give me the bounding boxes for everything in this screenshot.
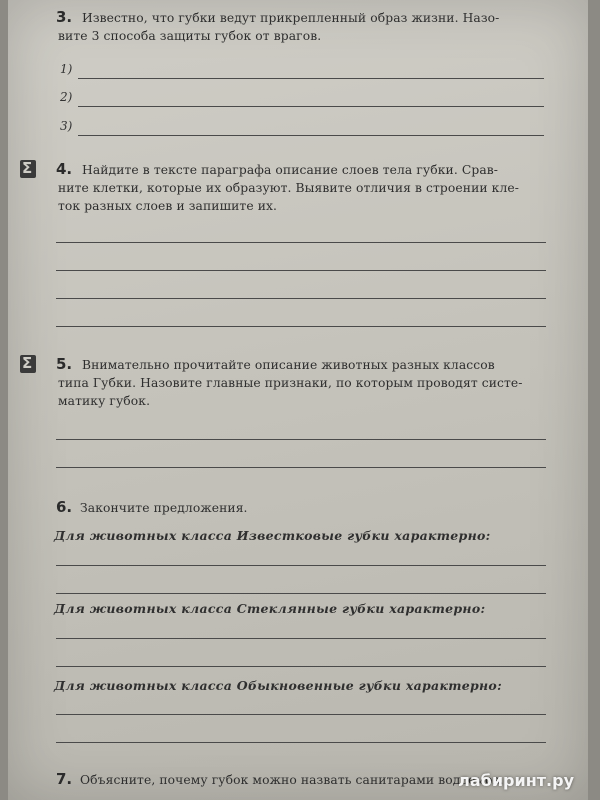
sentence-start-demosponges: Для животных класса Обыкновенные губки характерно: (54, 678, 502, 693)
workbook-page (8, 0, 588, 800)
answer-line[interactable] (78, 106, 544, 107)
task-text-line: вите 3 способа защиты губок от врагов. (58, 29, 322, 43)
task-text (58, 9, 500, 45)
answer-line[interactable] (56, 242, 546, 243)
task-text-line: Известно, что губки ведут прикрепленный образ жизни. Назо- (82, 11, 500, 25)
sentence-start-calcareous: Для животных класса Известковые губки характерно: (54, 528, 491, 543)
answer-line[interactable] (56, 714, 546, 715)
answer-line[interactable] (56, 326, 546, 327)
watermark-logo: лабиринт.ру (458, 771, 574, 790)
task-number: 5. (56, 355, 73, 373)
task-text (58, 161, 520, 215)
answer-line[interactable] (56, 593, 546, 594)
task-text-line: матику губок. (58, 394, 151, 408)
task-number: 4. (56, 160, 73, 178)
task-title-text: Закончите предложения. (80, 501, 248, 515)
task-text (58, 356, 523, 410)
task-number: 7. (56, 770, 73, 788)
task-title (80, 499, 248, 517)
answer-line[interactable] (56, 565, 546, 566)
sigma-icon (20, 355, 36, 373)
answer-line[interactable] (78, 78, 544, 79)
answer-label-1: 1) (60, 62, 73, 76)
task-text-line: Внимательно прочитайте описание животных разных классов (82, 358, 495, 372)
answer-line[interactable] (56, 467, 546, 468)
task-text-line: Объясните, почему губок можно назвать санитарами водоемов. (80, 773, 504, 787)
answer-line[interactable] (56, 742, 546, 743)
answer-line[interactable] (56, 666, 546, 667)
task-text-line: ток разных слоев и запишите их. (58, 199, 278, 213)
task-text-line: типа Губки. Назовите главные признаки, по которым проводят систе- (58, 376, 523, 390)
answer-line[interactable] (78, 135, 544, 136)
sentence-start-glass: Для животных класса Стеклянные губки характерно: (54, 601, 486, 616)
task-number: 3. (56, 8, 73, 26)
answer-line[interactable] (56, 270, 546, 271)
answer-line[interactable] (56, 439, 546, 440)
task-number: 6. (56, 498, 73, 516)
answer-line[interactable] (56, 638, 546, 639)
task-text-line: ните клетки, которые их образуют. Выявите отличия в строении кле- (58, 181, 520, 195)
sigma-icon (20, 160, 36, 178)
answer-label-2: 2) (60, 90, 73, 104)
answer-line[interactable] (56, 298, 546, 299)
task-text (80, 771, 504, 789)
answer-label-3: 3) (60, 119, 73, 133)
task-text-line: Найдите в тексте параграфа описание слоев тела губки. Срав- (82, 163, 499, 177)
